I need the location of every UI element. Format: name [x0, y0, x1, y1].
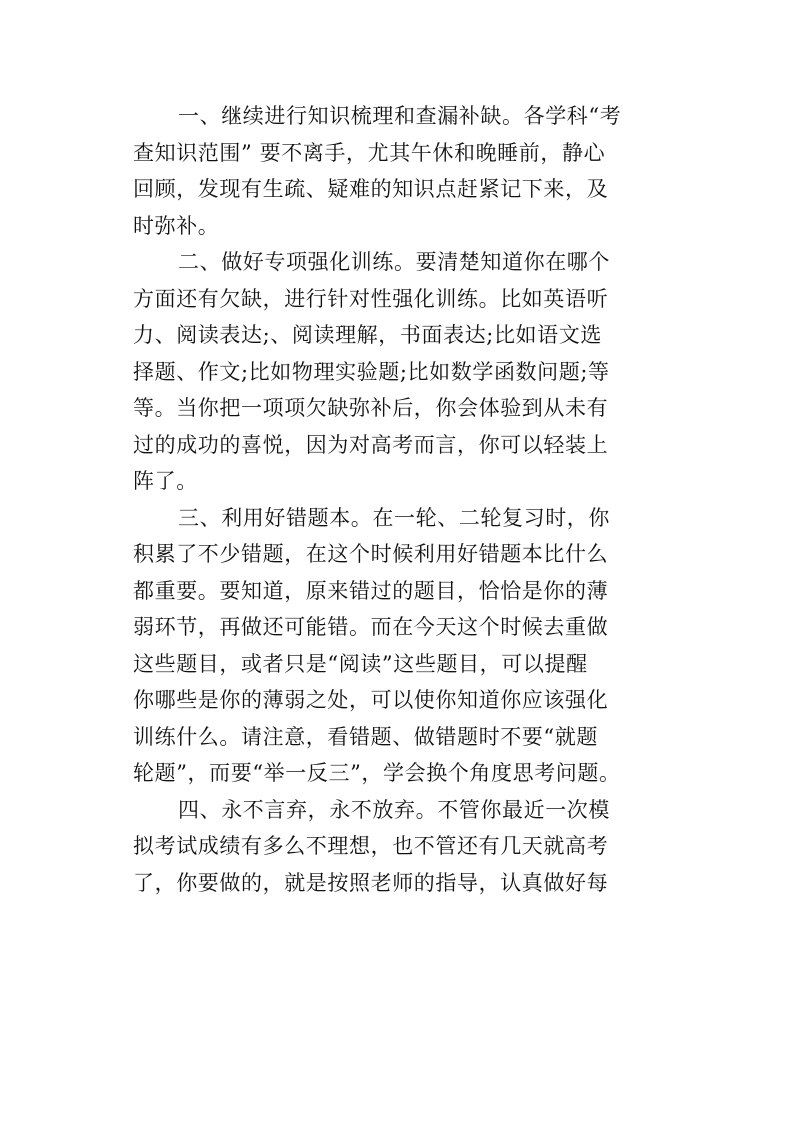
- text-line: 查知识范围” 要不离手，尤其午休和晚睡前，静心: [133, 140, 606, 165]
- text-line: 积累了不少错题，在这个时候利用好错题本比什么: [133, 542, 609, 566]
- text-line: 时弥补。: [133, 213, 220, 238]
- text-line: 都重要。要知道，原来错过的题目，恰恰是你的薄: [133, 578, 609, 603]
- text-line: 四、永不言弃，永不放弃。不管你最近一次模: [178, 797, 610, 822]
- text-line: 三、利用好错题本。在一轮、二轮复习时，你: [178, 505, 610, 530]
- text-line: 一、继续进行知识梳理和查漏补缺。各学科“考: [178, 104, 622, 128]
- text-line: 力、阅读表达;、阅读理解，书面表达;比如语文选: [133, 323, 602, 347]
- document-body: [133, 98, 673, 901]
- text-line: 过的成功的喜悦，因为对高考而言，你可以轻装上: [133, 432, 609, 457]
- paragraph-2: [133, 244, 673, 500]
- text-line: 你哪些是你的薄弱之处，可以使你知道你应该强化: [133, 688, 609, 712]
- text-line: 阵了。: [133, 469, 198, 493]
- text-line: 二、做好专项强化训练。要清楚知道你在哪个: [178, 250, 610, 274]
- text-line: 拟考试成绩有多么不理想，也不管还有几天就高考: [133, 834, 609, 858]
- text-line: 等。当你把一项项欠缺弥补后，你会体验到从未有: [133, 396, 609, 420]
- text-line: 轮题”，而要“举一反三”，学会换个角度思考问题。: [133, 761, 621, 785]
- text-line: 这些题目，或者只是“阅读”这些题目，可以提醒: [133, 651, 588, 676]
- paragraph-3: [133, 500, 673, 792]
- paragraph-1: [133, 98, 673, 244]
- paragraph-4: [133, 792, 673, 902]
- text-line: 弱环节，再做还可能错。而在今天这个时候去重做: [133, 615, 609, 639]
- text-line: 择题、作文;比如物理实验题;比如数学函数问题;等: [133, 359, 610, 384]
- text-line: 了，你要做的，就是按照老师的指导，认真做好每: [133, 870, 609, 895]
- text-line: 回顾，发现有生疏、疑难的知识点赶紧记下来，及: [133, 177, 609, 201]
- text-line: 训练什么。请注意，看错题、做错题时不要“就题: [133, 724, 598, 749]
- text-line: 方面还有欠缺，进行针对性强化训练。比如英语听: [133, 286, 609, 311]
